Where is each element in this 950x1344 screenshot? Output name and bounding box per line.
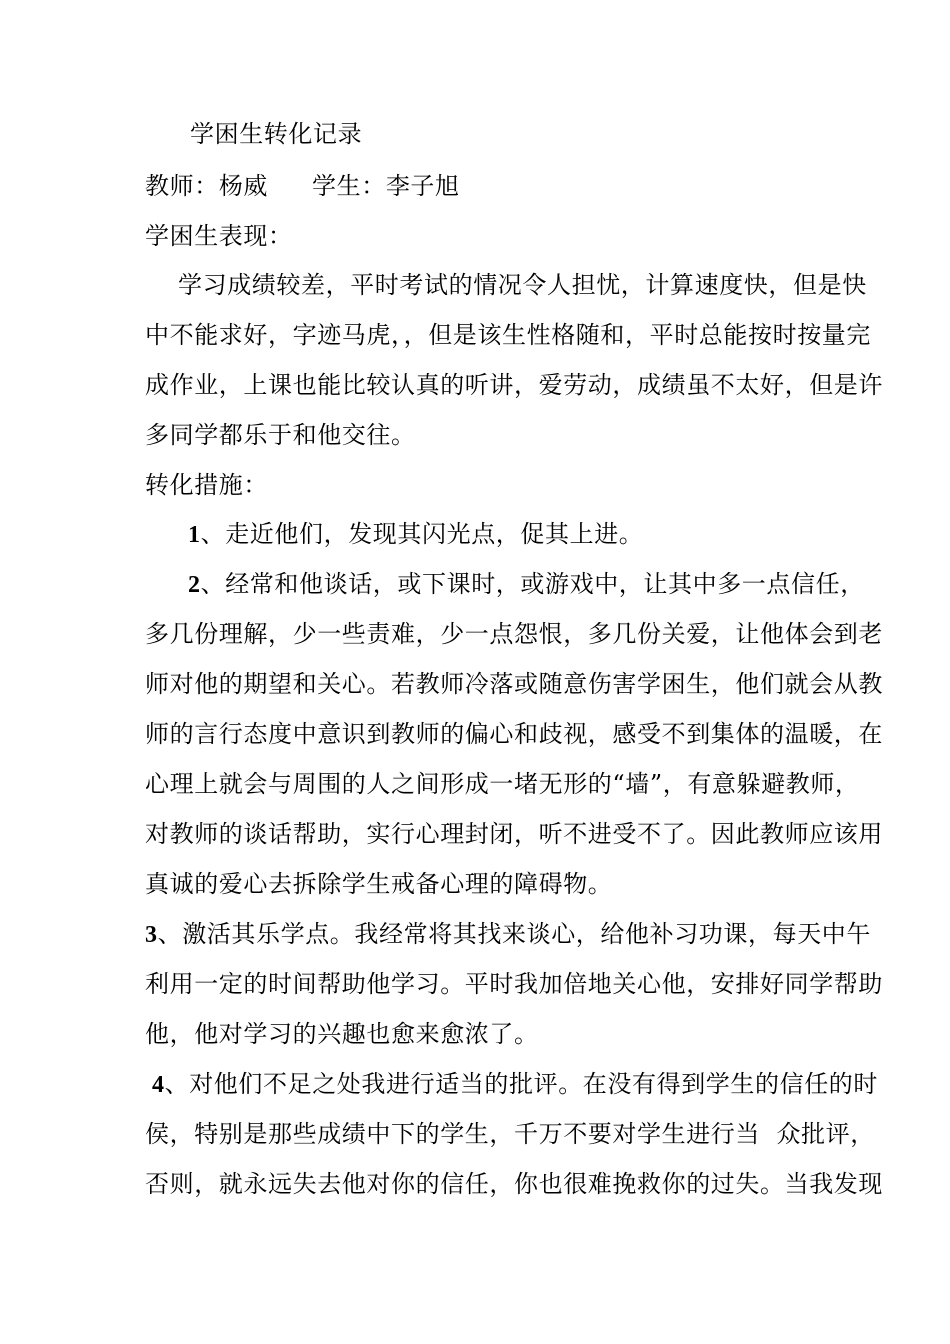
performance-line: 多同学都乐于和他交往。 [145, 421, 416, 449]
measure-text: 、激活其乐学点。我经常将其找来谈心，给他补习功课，每天中午 [157, 920, 872, 948]
measure-text: 、对他们不足之处我进行适当的批评。在没有得到学生的信任的时 [164, 1070, 879, 1098]
measure-2-line: 师对他的期望和关心。若教师冷落或随意伤害学困生，他们就会从教 [145, 670, 883, 698]
document-title: 学困生转化记录 [190, 120, 363, 148]
measures-heading: 转化措施： [145, 471, 268, 499]
measure-4 [152, 1068, 878, 1101]
teacher-student-line [145, 170, 460, 202]
student-label: 学生： [312, 172, 386, 200]
measure-2-line: 多几份理解，少一些责难，少一点怨恨，多几份关爱，让他体会到老 [145, 620, 883, 648]
measure-text: 、经常和他谈话，或下课时，或游戏中，让其中多一点信任， [200, 570, 865, 598]
measure-number: 3 [145, 922, 158, 948]
performance-line: 成作业，上课也能比较认真的听讲，爱劳动，成绩虽不太好，但是许 [145, 371, 883, 399]
measure-3-line: 他，他对学习的兴趣也愈来愈浓了。 [145, 1020, 539, 1048]
measure-2-line: 对教师的谈话帮助，实行心理封闭，听不进受不了。因此教师应该用 [145, 820, 883, 848]
measure-4-line: 侯，特别是那些成绩中下的学生，千万不要对学生进行当 众批评， [145, 1120, 875, 1148]
measure-4-line: 否则，就永远失去他对你的信任，你也很难挽救你的过失。当我发现 [145, 1170, 883, 1198]
measure-number: 2 [188, 572, 201, 598]
measure-1 [188, 518, 643, 551]
measure-number: 4 [152, 1072, 165, 1098]
measure-2 [188, 568, 865, 601]
measure-2-line: 师的言行态度中意识到教师的偏心和歧视，感受不到集体的温暖，在 [145, 720, 883, 748]
measure-2-line: 心理上就会与周围的人之间形成一堵无形的“墙”，有意躲避教师， [145, 770, 860, 798]
measure-3 [145, 918, 871, 951]
student-name: 李子旭 [385, 172, 460, 200]
measure-3-line: 利用一定的时间帮助他学习。平时我加倍地关心他，安排好同学帮助 [145, 970, 883, 998]
measure-2-line: 真诚的爱心去拆除学生戒备心理的障碍物。 [145, 870, 613, 898]
teacher-name: 杨威 [218, 172, 269, 200]
performance-heading: 学困生表现： [145, 222, 293, 250]
teacher-label: 教师： [145, 172, 219, 200]
performance-line: 学习成绩较差，平时考试的情况令人担忧，计算速度快，但是快 [178, 271, 867, 299]
performance-line: 中不能求好，字迹马虎，，但是该生性格随和，平时总能按时按量完 [145, 321, 871, 349]
measure-text: 、走近他们，发现其闪光点，促其上进。 [200, 520, 644, 548]
measure-number: 1 [188, 522, 201, 548]
